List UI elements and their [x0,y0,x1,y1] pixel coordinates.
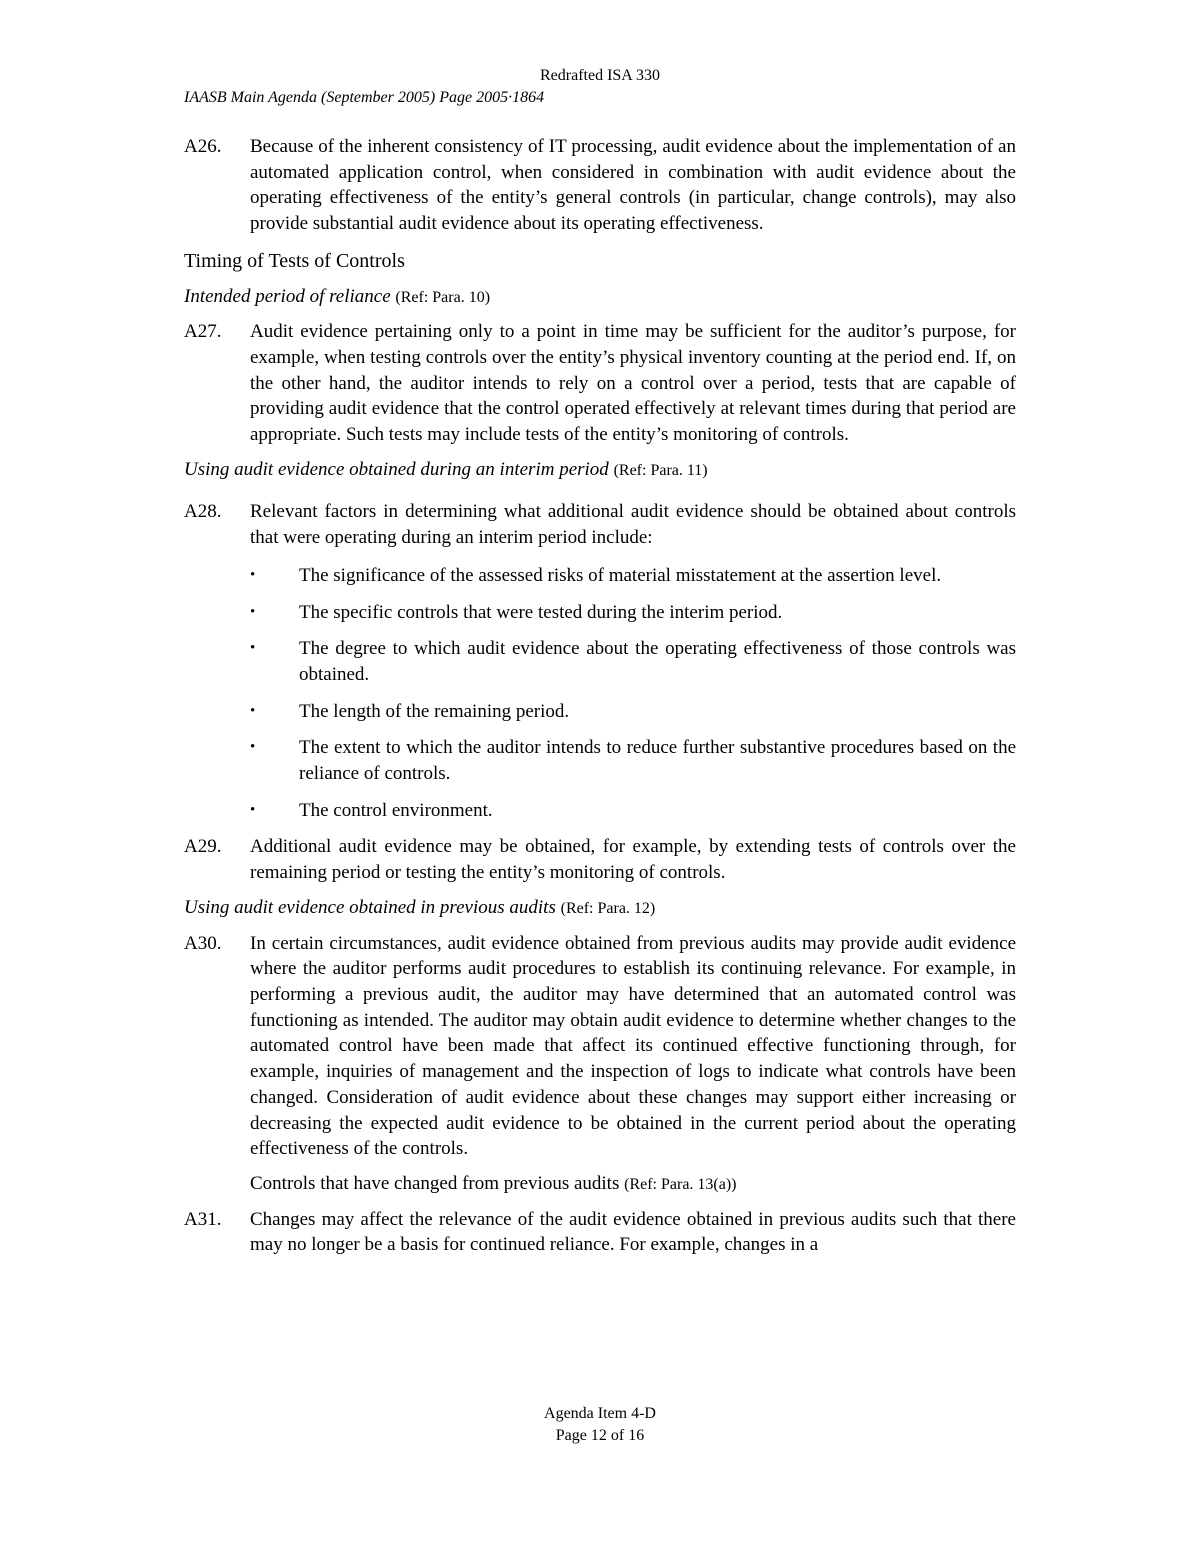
footer-agenda-item: Agenda Item 4-D [544,1405,656,1422]
paragraph-number: A28. [184,501,222,523]
paragraph-a31 [184,1207,1016,1258]
paragraph-a30 [184,931,1016,1162]
list-item-text: The extent to which the auditor intends to reduce further substantive procedures based on the reliance of controls. [299,737,1016,785]
page-number: Page 12 of 16 [555,1427,645,1444]
paragraph-reference: (Ref: Para. 13(a)) [624,1175,737,1193]
subheading-title: Using audit evidence obtained in previous audits [184,896,556,918]
subheading-interim-period [184,457,1016,484]
footer [0,1403,1200,1447]
paragraph-text: Audit evidence pertaining only to a point in time may be sufficient for the auditor’s purpose, for example, when testing controls over the entity’s physical inventory counting at the period end. If, on the other hand, the auditor intends to rely on a control over a period, tests that are capable of providing audit evidence that the control operated effectively at relevant times during that period are appropriate. Such tests may include tests of the entity’s monitoring of controls. [250,321,1016,446]
list-item-text: The significance of the assessed risks of material misstatement at the assertion level. [299,564,942,586]
list-item [250,735,1016,786]
paragraph-text: Changes may affect the relevance of the audit evidence obtained in previous audits such that there may no longer be a basis for continued reliance. For example, changes in a [250,1208,1016,1256]
list-item [250,563,1016,589]
bullet-list [250,563,1016,824]
paragraph-a26 [184,134,1016,237]
header-agenda-reference: IAASB Main Agenda (September 2005) Page 2005·1864 [184,89,545,106]
section-heading: Timing of Tests of Controls [184,249,405,272]
bullet-icon: • [250,702,256,719]
subheading-title: Intended period of reliance [184,285,391,307]
list-item [250,699,1016,725]
list-item [250,600,1016,626]
paragraph-a28 [184,499,1016,550]
paragraph-a27 [184,319,1016,448]
paragraph-number: A31. [184,1208,222,1230]
bullet-icon: • [250,566,256,583]
paragraph-number: A30. [184,932,222,954]
bullet-icon: • [250,739,256,756]
bullet-icon: • [250,603,256,620]
list-item-text: The specific controls that were tested during the interim period. [299,601,783,623]
subheading-title: Using audit evidence obtained during an interim period [184,458,609,480]
list-item-text: The degree to which audit evidence about the operating effectiveness of those controls was obtained. [299,638,1016,685]
list-item-text: The length of the remaining period. [299,700,570,722]
list-item-text: The control environment. [299,799,493,821]
paragraph-text: In certain circumstances, audit evidence obtained from previous audits may provide audit evidence where the auditor performs audit procedures to establish its continuing relevance. For example, in performing a previous audit, the auditor may have determined that an automated control was functioning as intended. The auditor may obtain audit evidence to determine whether changes to the automated control have been made that affect its continued effective functioning through, for example, inquiries of management and the inspection of logs to indicate what controls have been changed. Consideration of audit evidence about these changes may support either increasing or decreasing the expected audit evidence to be obtained in the current period about the operating effectiveness of the controls. [250,932,1016,1160]
paragraph-number: A29. [184,836,222,858]
paragraph-reference: (Ref: Para. 12) [560,899,656,917]
list-item [250,798,1016,824]
paragraph-number: A26. [184,136,222,157]
paragraph-text: Additional audit evidence may be obtained, for example, by extending tests of controls over the remaining period or testing the entity’s monitoring of controls. [250,836,1016,884]
subheading-intended-period [184,284,1016,311]
paragraph-text: Relevant factors in determining what additional audit evidence should be obtained about controls that were operating during an interim period include: [250,501,1016,549]
subheading-changed-controls [184,1171,1016,1198]
header-title: Redrafted ISA 330 [540,67,660,84]
subheading-title: Controls that have changed from previous audits [250,1172,620,1194]
paragraph-a29 [184,834,1016,885]
paragraph-number: A27. [184,321,222,343]
bullet-icon: • [250,801,256,818]
subheading-previous-audits [184,895,1016,922]
paragraph-reference: (Ref: Para. 10) [395,288,491,306]
paragraph-reference: (Ref: Para. 11) [613,461,708,479]
document-body [184,134,1016,1267]
list-item [250,636,1016,687]
paragraph-text: Because of the inherent consistency of IT processing, audit evidence about the implementation of an automated application control, when considered in combination with audit evidence about the operating effectiveness of the entity’s general controls (in particular, change controls), may also provide substantial audit evidence about its operating effectiveness. [250,136,1016,235]
bullet-icon: • [250,640,256,657]
